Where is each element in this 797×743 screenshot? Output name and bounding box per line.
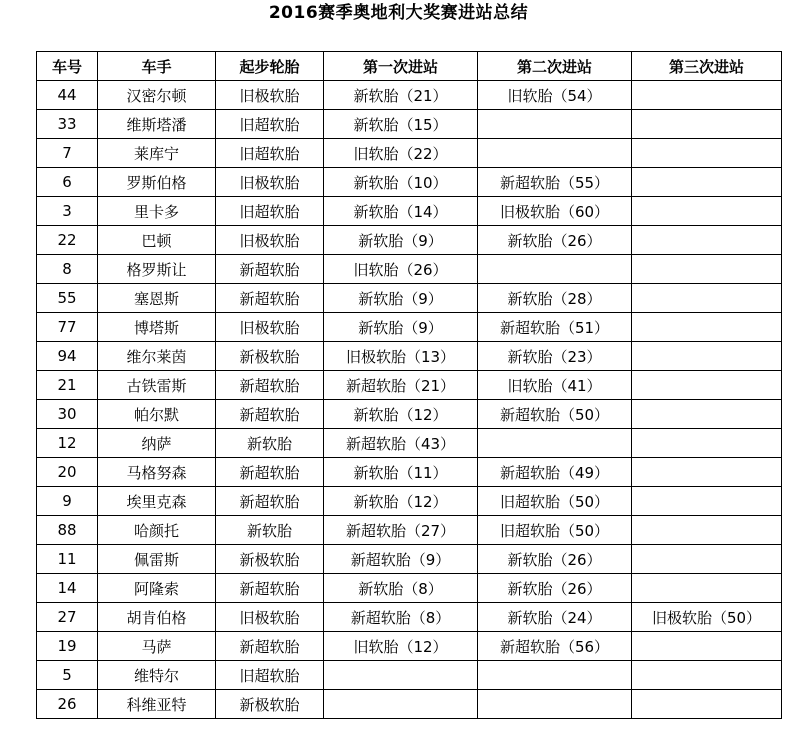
- cell-car-number: 33: [37, 110, 98, 139]
- table-body: [37, 81, 782, 719]
- cell-starting-tyre: 新极软胎: [216, 690, 324, 719]
- cell-car-number: 14: [37, 574, 98, 603]
- cell-driver: 马格努森: [98, 458, 216, 487]
- cell-first-stop: 新软胎（9）: [324, 313, 478, 342]
- cell-second-stop: [478, 255, 632, 284]
- cell-driver: 汉密尔顿: [98, 81, 216, 110]
- cell-driver: 帕尔默: [98, 400, 216, 429]
- table-row: [37, 574, 782, 603]
- cell-first-stop: 新软胎（9）: [324, 226, 478, 255]
- cell-first-stop: 新软胎（9）: [324, 284, 478, 313]
- table-row: [37, 371, 782, 400]
- cell-second-stop: [478, 110, 632, 139]
- cell-third-stop: [632, 226, 782, 255]
- cell-starting-tyre: 新超软胎: [216, 284, 324, 313]
- cell-first-stop: 新超软胎（8）: [324, 603, 478, 632]
- cell-car-number: 44: [37, 81, 98, 110]
- table-row: [37, 400, 782, 429]
- cell-car-number: 77: [37, 313, 98, 342]
- cell-car-number: 22: [37, 226, 98, 255]
- table-row: [37, 690, 782, 719]
- cell-car-number: 27: [37, 603, 98, 632]
- cell-driver: 阿隆索: [98, 574, 216, 603]
- table-row: [37, 139, 782, 168]
- cell-car-number: 30: [37, 400, 98, 429]
- cell-driver: 胡肯伯格: [98, 603, 216, 632]
- cell-third-stop: [632, 197, 782, 226]
- cell-starting-tyre: 新超软胎: [216, 371, 324, 400]
- cell-driver: 维特尔: [98, 661, 216, 690]
- cell-car-number: 11: [37, 545, 98, 574]
- cell-car-number: 88: [37, 516, 98, 545]
- cell-car-number: 12: [37, 429, 98, 458]
- cell-third-stop: [632, 139, 782, 168]
- cell-starting-tyre: 旧超软胎: [216, 110, 324, 139]
- cell-first-stop: 旧软胎（26）: [324, 255, 478, 284]
- cell-driver: 塞恩斯: [98, 284, 216, 313]
- cell-driver: 罗斯伯格: [98, 168, 216, 197]
- cell-car-number: 3: [37, 197, 98, 226]
- cell-starting-tyre: 新极软胎: [216, 342, 324, 371]
- cell-starting-tyre: 旧极软胎: [216, 603, 324, 632]
- cell-second-stop: [478, 661, 632, 690]
- table-row: [37, 342, 782, 371]
- cell-driver: 格罗斯让: [98, 255, 216, 284]
- cell-car-number: 9: [37, 487, 98, 516]
- cell-first-stop: 新软胎（15）: [324, 110, 478, 139]
- cell-driver: 埃里克森: [98, 487, 216, 516]
- cell-car-number: 20: [37, 458, 98, 487]
- cell-second-stop: 新超软胎（49）: [478, 458, 632, 487]
- cell-starting-tyre: 新软胎: [216, 516, 324, 545]
- table-row: [37, 661, 782, 690]
- cell-third-stop: [632, 284, 782, 313]
- cell-starting-tyre: 新超软胎: [216, 487, 324, 516]
- cell-driver: 佩雷斯: [98, 545, 216, 574]
- cell-driver: 马萨: [98, 632, 216, 661]
- cell-driver: 维尔莱茵: [98, 342, 216, 371]
- cell-starting-tyre: 新软胎: [216, 429, 324, 458]
- cell-first-stop: 新超软胎（27）: [324, 516, 478, 545]
- cell-starting-tyre: 新超软胎: [216, 574, 324, 603]
- table-row: [37, 429, 782, 458]
- cell-first-stop: 旧极软胎（13）: [324, 342, 478, 371]
- cell-second-stop: 新软胎（26）: [478, 574, 632, 603]
- cell-car-number: 94: [37, 342, 98, 371]
- cell-first-stop: 新软胎（14）: [324, 197, 478, 226]
- cell-third-stop: [632, 371, 782, 400]
- pit-stop-table: [36, 51, 782, 719]
- table-row: [37, 284, 782, 313]
- cell-driver: 巴顿: [98, 226, 216, 255]
- cell-starting-tyre: 旧极软胎: [216, 168, 324, 197]
- cell-driver: 古铁雷斯: [98, 371, 216, 400]
- cell-third-stop: [632, 458, 782, 487]
- cell-first-stop: 旧软胎（22）: [324, 139, 478, 168]
- cell-first-stop: [324, 690, 478, 719]
- cell-second-stop: 旧软胎（54）: [478, 81, 632, 110]
- cell-second-stop: 旧超软胎（50）: [478, 516, 632, 545]
- cell-car-number: 7: [37, 139, 98, 168]
- cell-starting-tyre: 旧超软胎: [216, 197, 324, 226]
- table-row: [37, 487, 782, 516]
- cell-first-stop: 新软胎（12）: [324, 400, 478, 429]
- cell-second-stop: 新软胎（24）: [478, 603, 632, 632]
- cell-third-stop: [632, 81, 782, 110]
- cell-first-stop: 新超软胎（9）: [324, 545, 478, 574]
- table-row: [37, 226, 782, 255]
- cell-second-stop: [478, 429, 632, 458]
- cell-third-stop: [632, 661, 782, 690]
- cell-third-stop: [632, 516, 782, 545]
- cell-starting-tyre: 新超软胎: [216, 458, 324, 487]
- cell-starting-tyre: 新超软胎: [216, 400, 324, 429]
- column-header-first-stop: 第一次进站: [324, 52, 478, 81]
- column-header-second-stop: 第二次进站: [478, 52, 632, 81]
- cell-third-stop: [632, 400, 782, 429]
- cell-third-stop: [632, 110, 782, 139]
- cell-second-stop: 新软胎（26）: [478, 226, 632, 255]
- cell-second-stop: 新超软胎（55）: [478, 168, 632, 197]
- cell-car-number: 19: [37, 632, 98, 661]
- table-row: [37, 516, 782, 545]
- cell-starting-tyre: 新极软胎: [216, 545, 324, 574]
- cell-car-number: 21: [37, 371, 98, 400]
- table-row: [37, 458, 782, 487]
- column-header-car-number: 车号: [37, 52, 98, 81]
- cell-second-stop: 新超软胎（56）: [478, 632, 632, 661]
- cell-second-stop: 新超软胎（50）: [478, 400, 632, 429]
- cell-starting-tyre: 旧超软胎: [216, 139, 324, 168]
- cell-second-stop: 旧超软胎（50）: [478, 487, 632, 516]
- cell-third-stop: [632, 690, 782, 719]
- cell-second-stop: [478, 690, 632, 719]
- cell-starting-tyre: 旧极软胎: [216, 226, 324, 255]
- column-header-third-stop: 第三次进站: [632, 52, 782, 81]
- cell-third-stop: [632, 574, 782, 603]
- cell-third-stop: [632, 255, 782, 284]
- cell-driver: 科维亚特: [98, 690, 216, 719]
- cell-second-stop: 旧极软胎（60）: [478, 197, 632, 226]
- cell-first-stop: 新软胎（12）: [324, 487, 478, 516]
- cell-starting-tyre: 旧极软胎: [216, 313, 324, 342]
- table-row: [37, 545, 782, 574]
- cell-third-stop: [632, 342, 782, 371]
- cell-driver: 哈颜托: [98, 516, 216, 545]
- cell-third-stop: [632, 632, 782, 661]
- cell-driver: 维斯塔潘: [98, 110, 216, 139]
- cell-second-stop: 新超软胎（51）: [478, 313, 632, 342]
- page-title: 2016赛季奥地利大奖赛进站总结: [268, 3, 529, 23]
- cell-driver: 博塔斯: [98, 313, 216, 342]
- cell-starting-tyre: 新超软胎: [216, 255, 324, 284]
- cell-third-stop: [632, 168, 782, 197]
- cell-starting-tyre: 新超软胎: [216, 632, 324, 661]
- cell-car-number: 6: [37, 168, 98, 197]
- table-row: [37, 168, 782, 197]
- cell-first-stop: 新软胎（11）: [324, 458, 478, 487]
- cell-first-stop: 新超软胎（21）: [324, 371, 478, 400]
- cell-driver: 里卡多: [98, 197, 216, 226]
- cell-driver: 纳萨: [98, 429, 216, 458]
- column-header-starting-tyre: 起步轮胎: [216, 52, 324, 81]
- cell-car-number: 5: [37, 661, 98, 690]
- cell-first-stop: 旧软胎（12）: [324, 632, 478, 661]
- table-row: [37, 197, 782, 226]
- cell-first-stop: 新软胎（10）: [324, 168, 478, 197]
- cell-third-stop: 旧极软胎（50）: [632, 603, 782, 632]
- column-header-driver: 车手: [98, 52, 216, 81]
- cell-starting-tyre: 旧极软胎: [216, 81, 324, 110]
- cell-second-stop: 旧软胎（41）: [478, 371, 632, 400]
- cell-starting-tyre: 旧超软胎: [216, 661, 324, 690]
- cell-car-number: 26: [37, 690, 98, 719]
- table-row: [37, 603, 782, 632]
- cell-third-stop: [632, 313, 782, 342]
- cell-first-stop: 新软胎（8）: [324, 574, 478, 603]
- cell-second-stop: 新软胎（26）: [478, 545, 632, 574]
- cell-first-stop: 新软胎（21）: [324, 81, 478, 110]
- table-row: [37, 313, 782, 342]
- cell-third-stop: [632, 487, 782, 516]
- cell-first-stop: [324, 661, 478, 690]
- cell-first-stop: 新超软胎（43）: [324, 429, 478, 458]
- cell-car-number: 8: [37, 255, 98, 284]
- table-row: [37, 81, 782, 110]
- table-header-row: [37, 52, 782, 81]
- cell-second-stop: [478, 139, 632, 168]
- cell-driver: 莱库宁: [98, 139, 216, 168]
- table-row: [37, 255, 782, 284]
- table-row: [37, 110, 782, 139]
- cell-second-stop: 新软胎（23）: [478, 342, 632, 371]
- cell-car-number: 55: [37, 284, 98, 313]
- table-row: [37, 632, 782, 661]
- cell-third-stop: [632, 429, 782, 458]
- cell-second-stop: 新软胎（28）: [478, 284, 632, 313]
- cell-third-stop: [632, 545, 782, 574]
